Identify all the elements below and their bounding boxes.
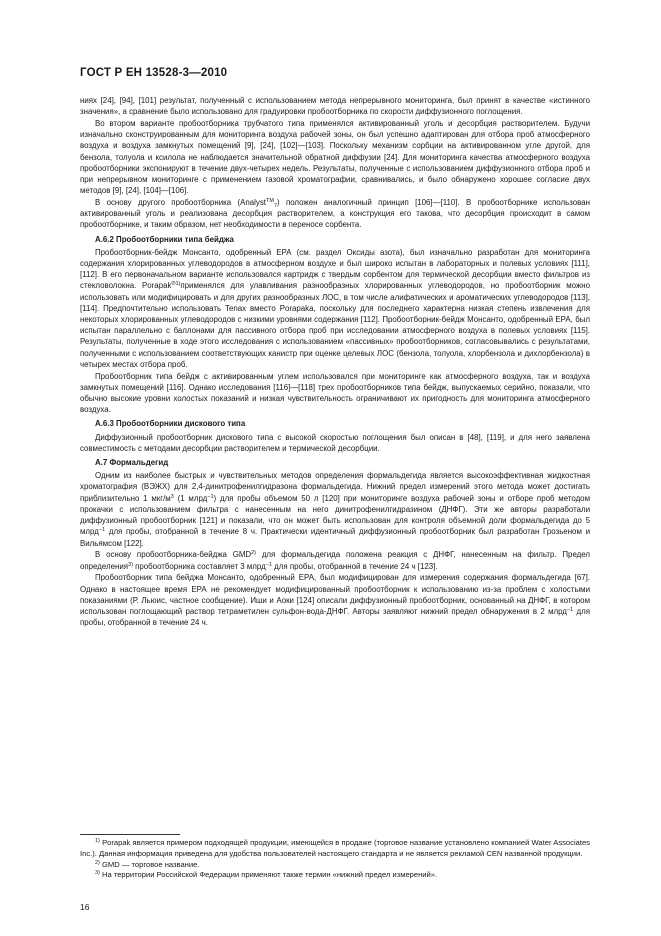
section-heading-a7: А.7 Формальдегид [95,458,169,468]
footnote-ref-1: ®1) [171,281,181,288]
trademark-superscript: TM [265,198,274,205]
footnote-1: $^{1)}$ Porapak является примером подходящей продукции, имеющейся в продаже (торговое название установлено компанией Water Associates Inc.). Данная информация приведена для удобства пользователей настоящего стандарта и не является рекламой CEN названной продукции. [80,838,590,858]
footnote-3: $^{3)}$ На территории Российской Федерации применяют также термин «нижний предел измерений». [95,870,438,880]
paragraph-formaldehyde-hplc: Одним из наиболее быстрых и чувствительных методов определения формальдегида является высокоэффективная жидкостная хроматография (ВЭЖХ) для 2,4-динитрофенилгидразона формальдегида. Нижний предел измерений этого метода может достигать приблизительно 1 мкг/$м^3$ (1 млрд$^{-1}$) для пробы объемом 50 л [120] при мониторинге воздуха рабочей зоны и отборе проб методом прокачки с использованием фильтра с нанесенным на него динитрофенилгидразином (ДНФГ). Эти же авторы разработали диффузионный пробоотборник [121] и показали, что он может быть использован для контроля объемной доли формальдегида до 5 млрд$^{-1}$ для пробы, отобранной в течение 8 ч. Практически идентичный диффузионный пробоотборник был разработан Грозьеном и Вильямсом [122]. [80,471,590,548]
footnote-ref-3: 3) [128,561,133,568]
paragraph-monsanto-formaldehyde: Пробоотборник типа бейджа Монсанто, одобренный ЕРА, был модифицирован для измерения содержания формальдегида [67]. Однако в настоящее время ЕРА не рекомендует модифицированный пробоотборник к использованию из-за проблем с холостыми показаниями (Р. Льюис, частное сообщение). Иши и Аоки [124] описали диффузионный пробоотборник, основанный на ДНФГ, в котором использован поглощающий раствор тетраметилен сульфон-вода-ДНФГ. Авторы заявляют нижний предел обнаружения в 2 млрд$^{-1}$ для пробы, отобранной в течение 24 ч. [80,573,590,628]
paragraph-analyst-sampler: В основу другого пробоотборника (Analyst™$_7$) положен аналогичный принцип [106]—[110]. В пробоотборнике использован активированный уголь и реализована десорбция растворителем, а конструкция его такова, что десорбция происходит в самом пробоотборнике, и таким образом, нет необходимости в переносе сорбента. [80,198,590,230]
paragraph-disk-sampler: Диффузионный пробоотборник дискового типа с высокой скоростью поглощения был описан в [48], [119], и для него заявлена совместимость с методами десорбции растворителем и термической десорбции. [80,432,590,453]
paragraph-continuation: ниях [24], [94], [101] результат, полученный с использованием метода непрерывного мониторинга, был принят в качестве «истинного значения», а сравнение было использовано для градуировки пробоотборника по скорости диффузионного поглощения. [80,96,590,117]
page-number: 16 [80,902,90,912]
footnotes [80,838,590,881]
paragraph-monsanto-badge: Пробоотборник-бейдж Монсанто, одобренный ЕРА (см. раздел Оксиды азота), был изначально разработан для мониторинга содержания хлорированных углеводородов в атмосферном воздухе и был широко испытан в лабораторных и полевых условиях [111], [112]. В его первоначальном варианте использовался картридж с твердым сорбентом для термической десорбции вместо фильтров из стекловолокна. Porapak$^{®1)}$применялся для улавливания разнообразных хлорированных углеводородов, но пробоотборник можно использовать или модифицировать и для других разнообразных ЛОС, в том числе алифатических и ароматических углеводородов [113], [114]. Предпочтительно использовать Tenax вместо Porapaka, поскольку для последнего характерна низкая степень извлечения для некоторых хлорированных углеводородов с низкими уровнями содержания [112]. Пробоотборник-бейдж Монсанто, одобренный ЕРА, был испытан параллельно с баллонами для пассивного отбора проб при исследовании атмосферного воздуха в полевых условиях [115]. Результаты, полученные в ходе этого исследования с использованием «пассивных» пробоотборников, согласовывались с результатами, полученными с использованием соответствующих канистр при оценке целевых ЛОС (бензола, толуола, хлорбензола и дихлорбензола) в четырех местах отбора проб. [80,247,591,369]
document-header: ГОСТ Р ЕН 13528-3—2010 [80,67,228,79]
subscript-mark: 7 [273,203,277,210]
footnote-divider [80,834,180,835]
footnote-ref-2: 2) [251,550,257,557]
paragraph-tube-sampler: Во втором варианте пробоотборника трубчатого типа применялся активированный уголь и десорбция растворителем. Будучи изначально сконструированным для мониторинга воздуха рабочей зоны, он был успешно адаптирован для отбора проб атмосферного воздуха и воздуха замкнутых помещений [9], [24], [102]—[103]. Поскольку механизм сорбции на активированном угле другой, для бензола, толуола и ксилола не наблюдается значительной обратной диффузии [24]. Для мониторинга качества атмосферного воздуха пробоотборники экспонируют в течение двух-четырех недель. Результаты, полученные с использованием диффузионного отбора проб и при непрерывном мониторинге с применением газовой хроматографии, сравнивались, и было обнаружено хорошее согласие двух методов [9], [24], [104]—[106]. [80,119,590,196]
section-heading-a63: А.6.3 Пробоотборники дискового типа [95,419,246,429]
document-body [80,95,590,629]
section-heading-a62: А.6.2 Пробоотборники типа бейджа [95,234,234,244]
paragraph-charcoal-badge: Пробоотборник типа бейдж с активированным углем использовался при мониторинге как атмосферного воздуха, так и воздуха замкнутых помещений [116]. Однако исследования [116]—[118] трех пробоотборников типа бейдж, выпускаемых серийно, показали, что обычно высокие уровни холостых показаний и низкая чувствительность ограничивают их пригодность для мониторинга атмосферного воздуха. [80,371,590,415]
footnote-2: $^{2)}$ GMD — торговое название. [95,859,200,869]
paragraph-gmd-badge: В основу пробоотборника-бейджа GMD$^{2)}$ для формальдегида положена реакция с ДНФГ, нанесенным на фильтр. Предел определения$^{3)}$ пробоотборника составляет 3 млрд$^{-1}$ для пробы, отобранной в течение 24 ч [123]. [80,550,590,571]
